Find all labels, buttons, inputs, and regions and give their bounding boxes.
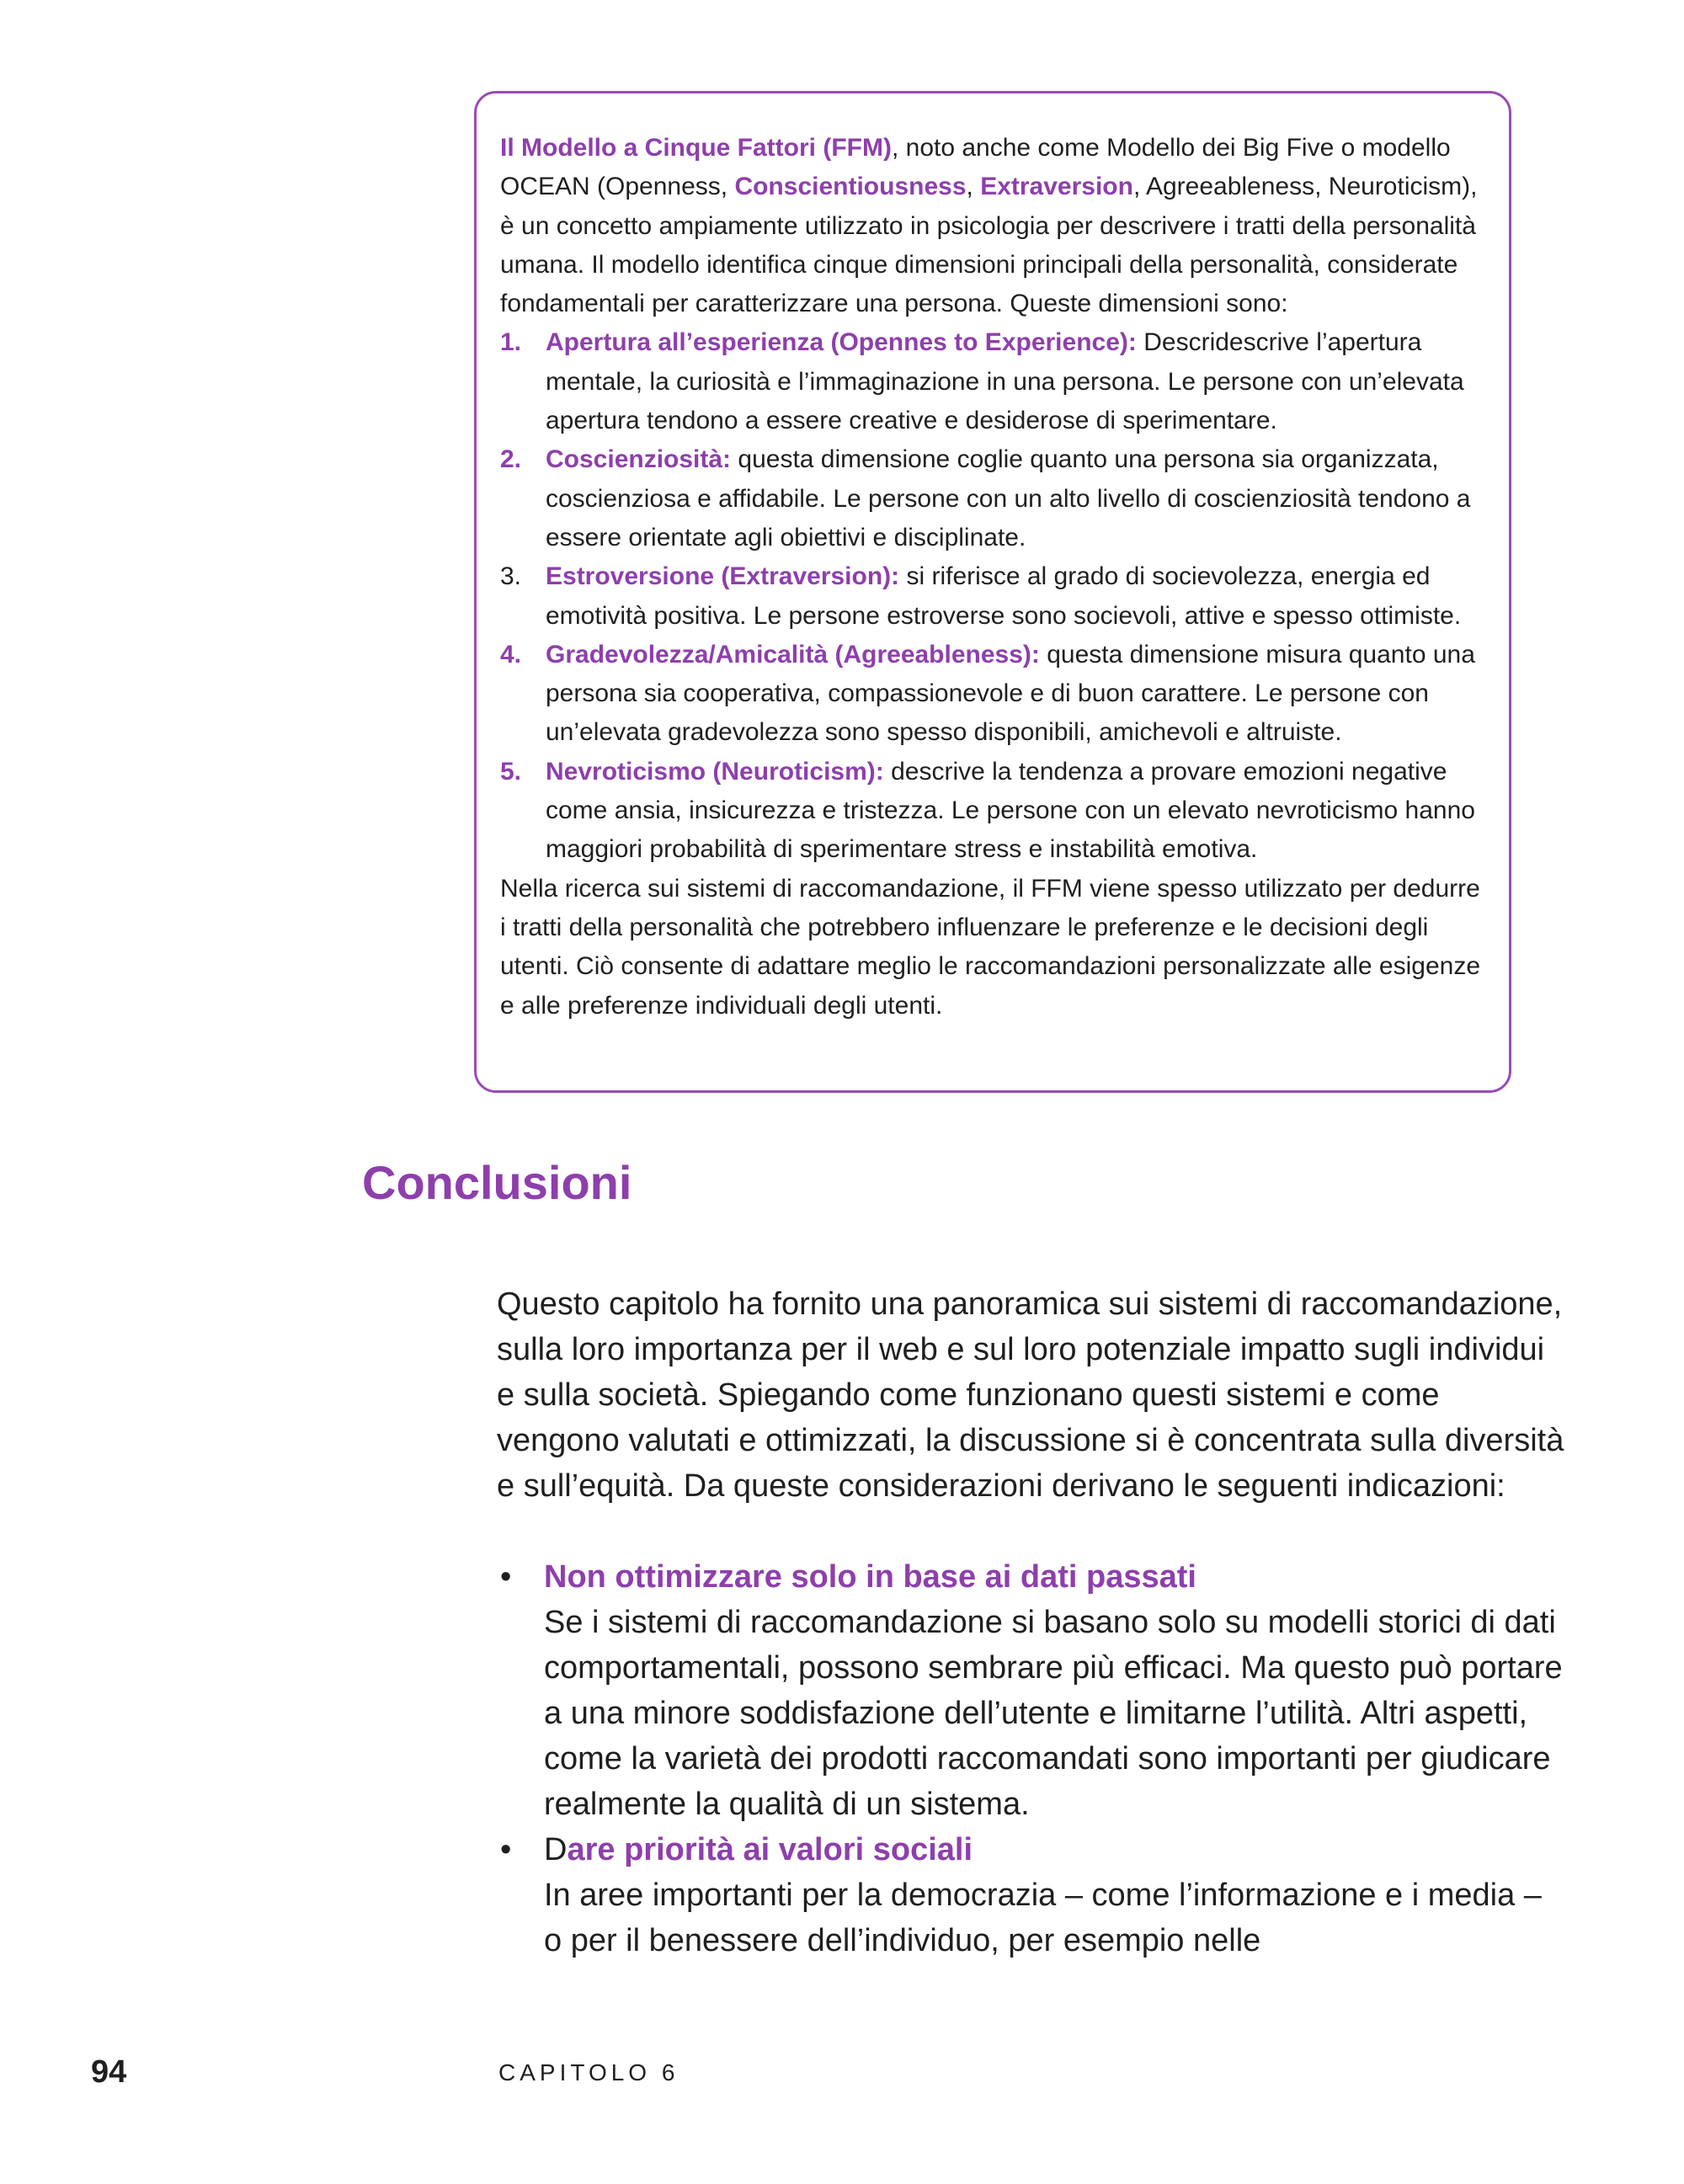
item-text: descrive la tendenza a provare emozioni negative come ansia, insicurezza e tristezza. Le persone con un elevato nevroticismo hanno maggiori probabilità di sperimentare stress e instabilità emotiva. <box>546 757 1475 864</box>
section-heading: Conclusioni <box>362 1156 632 1209</box>
bullet-title: Non ottimizzare solo in base ai dati passati <box>544 1559 1196 1595</box>
item-number: 5. <box>500 757 522 786</box>
bullet-marker: • <box>500 1832 512 1867</box>
conclusion-paragraph: Questo capitolo ha fornito una panoramica sui sistemi di raccomandazione, sulla loro importanza per il web e sul loro potenziale impatto sugli individui e sulla società. Spiegando come funzionano questi sistemi e come vengono valutati e ottimizzati, la discussione si è concentrata sulla diversità e sull’equità. Da queste considerazioni derivano le seguenti indicazioni: <box>497 1286 1564 1504</box>
box-outro: Nella ricerca sui sistemi di raccomandazione, il FFM viene spesso utilizzato per dedurre i tratti della personalità che potrebbero influenzare le preferenze e le decisioni degli utenti. Ciò consente di adattare meglio le raccomandazioni personalizzate alle esigenze e alle preferenze individuali degli utenti. <box>500 874 1481 1020</box>
item-text: si riferisce al grado di socievolezza, energia ed emotività positiva. Le persone estroverse sono socievoli, attive e spesso ottimiste. <box>546 562 1462 630</box>
item-title: Coscienziosità: <box>546 445 732 474</box>
dimension-item <box>500 636 1484 753</box>
chapter-label: CAPITOLO 6 <box>498 2059 679 2085</box>
box-intro <box>500 129 1484 323</box>
item-title: Estroversione (Extraversion): <box>546 562 900 591</box>
main-content <box>497 1281 1566 1963</box>
extraversion-term: Extraversion <box>980 173 1133 201</box>
page-number: 94 <box>91 2054 127 2090</box>
item-title: Nevroticismo (Neuroticism): <box>546 757 884 786</box>
item-text: Descridescrive l’apertura mentale, la curiosità e l’immaginazione in una persona. Le persone con un’elevata apertura tendono a essere creative e desiderose di sperimentare. <box>546 328 1464 435</box>
dimension-item <box>500 440 1484 557</box>
intro-text-1: , noto anche come Modello dei Big Five o modello OCEAN (Openness, <box>500 134 1451 201</box>
item-title: Apertura all’esperienza (Opennes to Experience): <box>546 328 1137 357</box>
recommendations-list <box>497 1554 1566 1963</box>
bullet-title-lead: D <box>544 1832 568 1867</box>
dimension-item <box>500 753 1484 870</box>
dimension-item <box>500 557 1484 636</box>
dimension-item <box>500 323 1484 440</box>
list-item <box>497 1827 1566 1963</box>
bullet-marker: • <box>500 1559 512 1595</box>
bullet-text: In aree importanti per la democrazia – come l’informazione e i media – o per il benessere dell’individuo, per esempio nelle <box>544 1878 1542 1958</box>
list-item <box>497 1554 1566 1827</box>
item-title: Gradevolezza/Amicalità (Agreeableness): <box>546 640 1040 669</box>
info-box <box>474 91 1511 1093</box>
conscientiousness-term: Conscientiousness <box>734 173 967 201</box>
item-number: 1. <box>500 328 522 357</box>
item-text: questa dimensione misura quanto una persona sia cooperativa, compassionevole e di buon carattere. Le persone con un’elevata gradevolezza sono spesso disponibili, amichevoli e altruiste. <box>546 640 1475 747</box>
intro-text-2: , Agreeableness, Neuroticism), è un concetto ampiamente utilizzato in psicologia per descrivere i tratti della personalità umana. Il modello identifica cinque dimensioni principali della personalità, considerate fondamentali per caratterizzare una persona. Queste dimensioni sono: <box>500 173 1478 318</box>
ffm-term: Il Modello a Cinque Fattori (FFM) <box>500 134 892 162</box>
intro-separator: , <box>966 173 981 201</box>
item-number: 3. <box>500 562 522 591</box>
item-number: 4. <box>500 640 522 669</box>
item-text: questa dimensione coglie quanto una persona sia organizzata, coscienziosa e affidabile. Le persone con un alto livello di coscienziosità tendono a essere orientate agli obiettivi e disciplinate. <box>546 445 1471 551</box>
item-number: 2. <box>500 445 522 474</box>
bullet-title: are priorità ai valori sociali <box>567 1832 973 1867</box>
bullet-text: Se i sistemi di raccomandazione si basano solo su modelli storici di dati comportamentali, possono sembrare più efficaci. Ma questo può portare a una minore soddisfazione dell’utente e limitarne l’utilità. Altri aspetti, come la varietà dei prodotti raccomandati sono importanti per giudicare realmente la qualità di un sistema. <box>544 1605 1563 1822</box>
dimensions-list <box>500 323 1484 869</box>
